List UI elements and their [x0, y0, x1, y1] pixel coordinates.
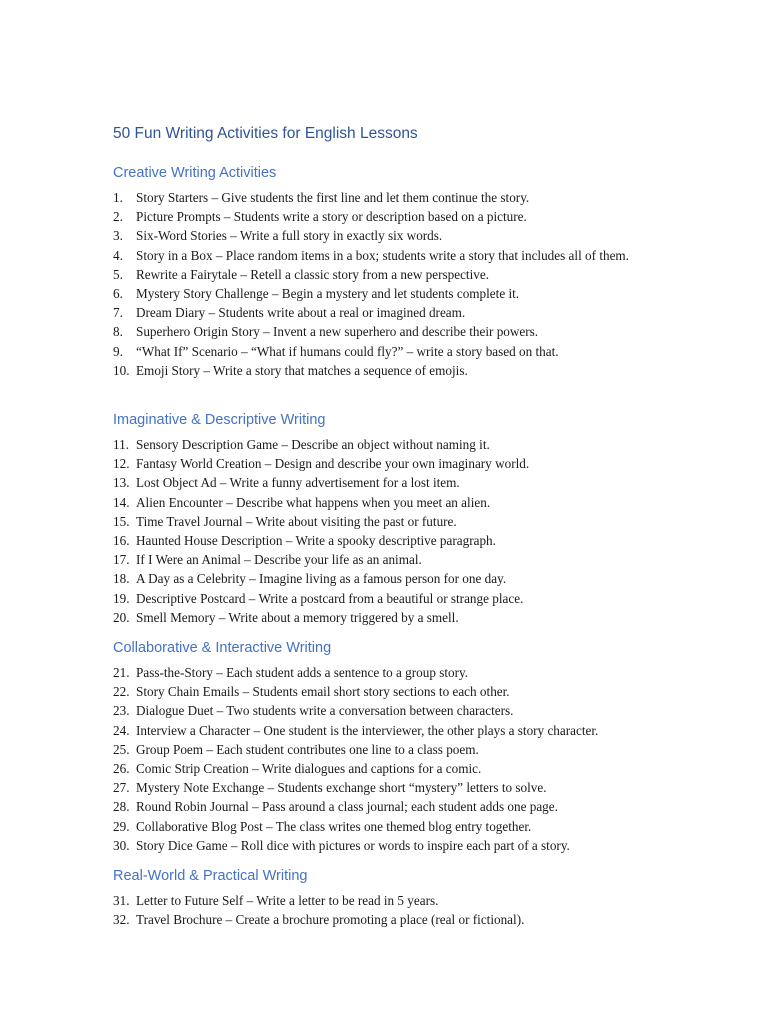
section-heading: Collaborative & Interactive Writing: [113, 640, 332, 656]
item-number: 23.: [113, 703, 130, 719]
item-number: 14.: [113, 494, 130, 510]
list-item: [113, 663, 713, 682]
item-number: 27.: [113, 780, 130, 796]
item-text: Letter to Future Self – Write a letter to be read in 5 years.: [136, 893, 439, 908]
item-text: Interview a Character – One student is the interviewer, the other plays a story character.: [136, 722, 599, 738]
list-item: [113, 246, 656, 265]
item-number: 4.: [113, 247, 123, 263]
list-item: [113, 589, 713, 608]
item-text: Travel Brochure – Create a brochure promoting a place (real or fictional).: [136, 912, 525, 928]
list-item: [113, 342, 713, 361]
item-number: 24.: [113, 722, 130, 738]
item-text: Story Dice Game – Roll dice with pictures or words to inspire each part of a story.: [136, 837, 570, 853]
item-number: 17.: [113, 552, 130, 568]
section-heading: Real-World & Practical Writing: [113, 868, 308, 884]
item-text: Collaborative Blog Post – The class writes one themed blog entry together.: [136, 818, 532, 834]
item-number: 19.: [113, 590, 130, 606]
item-text: Fantasy World Creation – Design and describe your own imaginary world.: [136, 456, 530, 472]
item-number: 25.: [113, 741, 130, 757]
list-item: [113, 550, 713, 569]
section-creative-writing: [113, 162, 713, 380]
item-number: 16.: [113, 533, 130, 549]
item-number: 2.: [113, 209, 123, 225]
list-item: [113, 188, 713, 207]
item-number: 5.: [113, 266, 123, 282]
item-text: Story in a Box – Place random items in a box; students write a story that includes all of them.: [136, 247, 629, 263]
section-practical-writing: [113, 865, 713, 929]
list-item: [113, 493, 713, 512]
item-number: 12.: [113, 456, 130, 472]
item-number: 20.: [113, 609, 130, 625]
item-text: Haunted House Description – Write a spooky descriptive paragraph.: [136, 533, 496, 549]
item-text: Six-Word Stories – Write a full story in exactly six words.: [136, 228, 443, 244]
item-text: Pass-the-Story – Each student adds a sentence to a group story.: [136, 665, 469, 680]
item-text: Round Robin Journal – Pass around a class journal; each student adds one page.: [136, 799, 558, 815]
item-number: 26.: [113, 761, 130, 777]
item-number: 3.: [113, 228, 123, 244]
item-number: 32.: [113, 912, 130, 928]
list-item: [113, 891, 713, 910]
item-number: 11.: [113, 437, 129, 452]
item-number: 7.: [113, 305, 123, 321]
section-imaginative-writing: [113, 409, 713, 627]
list-item: [113, 226, 713, 245]
item-text: Group Poem – Each student contributes one line to a class poem.: [136, 741, 479, 757]
item-number: 29.: [113, 818, 130, 834]
item-number: 28.: [113, 799, 130, 815]
item-text: “What If” Scenario – “What if humans could fly?” – write a story based on that.: [136, 343, 559, 359]
list-item: [113, 435, 713, 454]
list-item: [113, 778, 713, 797]
item-number: 13.: [113, 475, 130, 491]
list-item: [113, 836, 713, 855]
item-text: Story Starters – Give students the first line and let them continue the story.: [136, 190, 530, 205]
activity-list: [113, 188, 713, 380]
item-number: 10.: [113, 362, 130, 378]
section-heading: Creative Writing Activities: [113, 165, 277, 181]
item-text: Mystery Story Challenge – Begin a mystery and let students complete it.: [136, 286, 520, 302]
item-text: Mystery Note Exchange – Students exchange short “mystery” letters to solve.: [136, 780, 547, 796]
item-text: Superhero Origin Story – Invent a new superhero and describe their powers.: [136, 324, 539, 340]
list-item: [113, 361, 713, 380]
item-number: 6.: [113, 286, 123, 302]
list-item: [113, 284, 713, 303]
list-item: [113, 721, 713, 740]
item-text: Lost Object Ad – Write a funny advertisement for a lost item.: [136, 475, 460, 491]
item-text: If I Were an Animal – Describe your life as an animal.: [136, 552, 422, 568]
item-number: 9.: [113, 343, 123, 359]
item-text: Rewrite a Fairytale – Retell a classic story from a new perspective.: [136, 266, 490, 282]
item-text: Story Chain Emails – Students email short story sections to each other.: [136, 684, 510, 700]
list-item: [113, 473, 713, 492]
list-item: [113, 759, 713, 778]
list-item: [113, 608, 713, 627]
item-number: 1.: [113, 190, 123, 205]
item-text: Dream Diary – Students write about a real or imagined dream.: [136, 305, 466, 321]
section-heading: Imaginative & Descriptive Writing: [113, 412, 326, 428]
list-item: [113, 454, 713, 473]
list-item: [113, 910, 713, 929]
item-number: 21.: [113, 665, 130, 680]
item-text: A Day as a Celebrity – Imagine living as a famous person for one day.: [136, 571, 507, 587]
list-item: [113, 207, 713, 226]
item-number: 31.: [113, 893, 130, 908]
document-title: 50 Fun Writing Activities for English Lessons: [113, 125, 418, 142]
item-text: Alien Encounter – Describe what happens when you meet an alien.: [136, 494, 491, 510]
list-item: [113, 265, 713, 284]
list-item: [113, 797, 713, 816]
list-item: [113, 322, 713, 341]
list-item: [113, 817, 713, 836]
item-text: Smell Memory – Write about a memory triggered by a smell.: [136, 609, 459, 625]
activity-list: [113, 663, 713, 855]
item-text: Comic Strip Creation – Write dialogues and captions for a comic.: [136, 761, 482, 777]
item-text: Sensory Description Game – Describe an object without naming it.: [136, 437, 490, 452]
item-text: Picture Prompts – Students write a story or description based on a picture.: [136, 209, 527, 225]
list-item: [113, 682, 713, 701]
item-number: 30.: [113, 837, 130, 853]
list-item: [113, 512, 713, 531]
list-item: [113, 701, 713, 720]
item-text: Time Travel Journal – Write about visiting the past or future.: [136, 513, 457, 529]
item-text: Descriptive Postcard – Write a postcard from a beautiful or strange place.: [136, 590, 524, 606]
item-number: 22.: [113, 684, 130, 700]
item-number: 15.: [113, 513, 130, 529]
item-number: 8.: [113, 324, 123, 340]
item-number: 18.: [113, 571, 130, 587]
item-text: Emoji Story – Write a story that matches a sequence of emojis.: [136, 362, 468, 378]
activity-list: [113, 891, 713, 929]
item-text: Dialogue Duet – Two students write a conversation between characters.: [136, 703, 514, 719]
list-item: [113, 303, 713, 322]
list-item: [113, 569, 713, 588]
section-collaborative-writing: [113, 637, 713, 855]
list-item: [113, 740, 713, 759]
list-item: [113, 531, 713, 550]
activity-list: [113, 435, 713, 627]
